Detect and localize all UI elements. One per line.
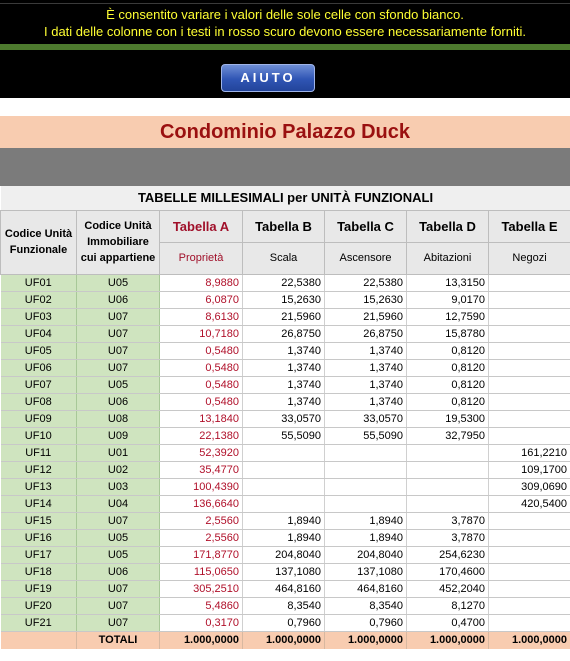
tabella-b-cell[interactable]: 1,8940 — [243, 512, 325, 529]
tabella-a-cell[interactable]: 0,5480 — [160, 359, 243, 376]
table-row — [1, 308, 570, 325]
spacer-row — [0, 98, 570, 116]
tabella-a-cell[interactable]: 0,5480 — [160, 342, 243, 359]
tabella-a-cell[interactable]: 35,4770 — [160, 461, 243, 478]
tabella-b-cell[interactable] — [243, 461, 325, 478]
tabella-e-cell[interactable] — [489, 563, 570, 580]
tabella-a-cell[interactable]: 10,7180 — [160, 325, 243, 342]
table-row — [1, 529, 570, 546]
tabella-c-cell[interactable]: 137,1080 — [325, 563, 407, 580]
tabella-e-cell[interactable] — [489, 546, 570, 563]
tabella-d-cell[interactable]: 12,7590 — [407, 308, 489, 325]
header-tabella-a: Tabella A — [160, 210, 243, 242]
subheader-tabella-e: Negozi — [489, 242, 570, 274]
page-title: Condominio Palazzo Duck — [0, 116, 570, 148]
unit-code-cell: UF12 — [1, 461, 77, 478]
tabella-e-cell[interactable]: 109,1700 — [489, 461, 570, 478]
property-code-cell: U08 — [77, 410, 160, 427]
property-code-cell: U07 — [77, 308, 160, 325]
tabella-a-cell[interactable]: 115,0650 — [160, 563, 243, 580]
unit-code-cell: UF15 — [1, 512, 77, 529]
property-code-cell: U05 — [77, 546, 160, 563]
unit-code-cell: UF09 — [1, 410, 77, 427]
property-code-cell: U05 — [77, 376, 160, 393]
tabella-d-cell[interactable]: 0,8120 — [407, 393, 489, 410]
tabella-c-cell[interactable]: 1,8940 — [325, 529, 407, 546]
tabella-d-cell[interactable]: 3,7870 — [407, 512, 489, 529]
subheader-tabella-c: Ascensore — [325, 242, 407, 274]
tabella-d-cell[interactable]: 452,2040 — [407, 580, 489, 597]
tabella-a-cell[interactable]: 8,9880 — [160, 274, 243, 291]
spreadsheet-gridlines — [0, 0, 570, 4]
tabella-d-cell[interactable] — [407, 444, 489, 461]
table-row — [1, 512, 570, 529]
tabella-c-cell[interactable]: 22,5380 — [325, 274, 407, 291]
tabella-c-cell[interactable] — [325, 478, 407, 495]
tabella-e-cell[interactable] — [489, 427, 570, 444]
subheader-tabella-b: Scala — [243, 242, 325, 274]
table-body — [1, 274, 570, 631]
table-row — [1, 597, 570, 614]
totals-empty — [1, 631, 77, 649]
table-row — [1, 614, 570, 631]
tabella-e-cell[interactable] — [489, 580, 570, 597]
table-row — [1, 478, 570, 495]
tabella-c-cell[interactable]: 204,8040 — [325, 546, 407, 563]
totals-label: TOTALI — [77, 631, 160, 649]
table-row — [1, 461, 570, 478]
unit-code-cell: UF21 — [1, 614, 77, 631]
total-tabella-b: 1.000,0000 — [243, 631, 325, 649]
unit-code-cell: UF18 — [1, 563, 77, 580]
tabella-b-cell[interactable] — [243, 444, 325, 461]
tabella-c-cell[interactable] — [325, 495, 407, 512]
tabella-b-cell[interactable] — [243, 478, 325, 495]
table-row — [1, 580, 570, 597]
tabella-e-cell[interactable] — [489, 359, 570, 376]
totals-row — [1, 631, 570, 649]
table-row — [1, 546, 570, 563]
tabella-c-cell[interactable] — [325, 444, 407, 461]
unit-code-cell: UF16 — [1, 529, 77, 546]
unit-code-cell: UF13 — [1, 478, 77, 495]
tabella-b-cell[interactable] — [243, 495, 325, 512]
tabella-b-cell[interactable]: 1,3740 — [243, 359, 325, 376]
tabella-c-cell[interactable]: 1,3740 — [325, 359, 407, 376]
unit-code-cell: UF14 — [1, 495, 77, 512]
tabella-c-cell[interactable]: 1,8940 — [325, 512, 407, 529]
tabella-b-cell[interactable]: 464,8160 — [243, 580, 325, 597]
tabella-d-cell[interactable]: 9,0170 — [407, 291, 489, 308]
tabella-a-cell[interactable]: 13,1840 — [160, 410, 243, 427]
tabella-a-cell[interactable]: 0,5480 — [160, 376, 243, 393]
tabella-b-cell[interactable]: 204,8040 — [243, 546, 325, 563]
table-row — [1, 376, 570, 393]
property-code-cell: U09 — [77, 427, 160, 444]
tabella-d-cell[interactable]: 0,4700 — [407, 614, 489, 631]
tabella-a-cell[interactable]: 6,0870 — [160, 291, 243, 308]
tabella-c-cell[interactable]: 21,5960 — [325, 308, 407, 325]
tabella-b-cell[interactable]: 26,8750 — [243, 325, 325, 342]
table-row — [1, 274, 570, 291]
subheader-tabella-a: Proprietà — [160, 242, 243, 274]
table-row — [1, 291, 570, 308]
tabella-b-cell[interactable]: 137,1080 — [243, 563, 325, 580]
property-code-cell: U01 — [77, 444, 160, 461]
table-row — [1, 410, 570, 427]
tabella-e-cell[interactable] — [489, 393, 570, 410]
tabella-d-cell[interactable]: 170,4600 — [407, 563, 489, 580]
tabella-c-cell[interactable]: 1,3740 — [325, 376, 407, 393]
property-code-cell: U05 — [77, 529, 160, 546]
tabella-c-cell[interactable]: 0,7960 — [325, 614, 407, 631]
notice-line-1: È consentito variare i valori delle sole celle con sfondo bianco. — [106, 7, 464, 22]
table-caption: TABELLE MILLESIMALI per UNITÀ FUNZIONALI — [1, 186, 570, 210]
unit-code-cell: UF06 — [1, 359, 77, 376]
property-code-cell: U07 — [77, 359, 160, 376]
tabella-d-cell[interactable]: 0,8120 — [407, 342, 489, 359]
tabella-c-cell[interactable]: 15,2630 — [325, 291, 407, 308]
property-code-cell: U07 — [77, 614, 160, 631]
tabella-e-cell[interactable] — [489, 342, 570, 359]
tabella-b-cell[interactable]: 1,3740 — [243, 393, 325, 410]
tabella-d-cell[interactable]: 13,3150 — [407, 274, 489, 291]
tabella-a-cell[interactable]: 5,4860 — [160, 597, 243, 614]
property-code-cell: U07 — [77, 512, 160, 529]
property-code-cell: U06 — [77, 563, 160, 580]
tabella-d-cell[interactable]: 0,8120 — [407, 359, 489, 376]
tabella-e-cell[interactable] — [489, 512, 570, 529]
tabella-c-cell[interactable]: 1,3740 — [325, 393, 407, 410]
property-code-cell: U07 — [77, 342, 160, 359]
tabella-d-cell[interactable]: 8,1270 — [407, 597, 489, 614]
header-tabella-d: Tabella D — [407, 210, 489, 242]
tabella-d-cell[interactable]: 15,8780 — [407, 325, 489, 342]
property-code-cell: U06 — [77, 393, 160, 410]
tabella-b-cell[interactable]: 15,2630 — [243, 291, 325, 308]
tabella-e-cell[interactable] — [489, 291, 570, 308]
table-row — [1, 393, 570, 410]
property-code-cell: U03 — [77, 478, 160, 495]
tabella-c-cell[interactable]: 55,5090 — [325, 427, 407, 444]
tabella-b-cell[interactable]: 1,8940 — [243, 529, 325, 546]
tabella-d-cell[interactable]: 0,8120 — [407, 376, 489, 393]
property-code-cell: U07 — [77, 597, 160, 614]
tabella-e-cell[interactable] — [489, 410, 570, 427]
notice-line-2: I dati delle colonne con i testi in rosso scuro devono essere necessariamente forniti. — [44, 24, 526, 39]
tabella-d-cell[interactable]: 19,5300 — [407, 410, 489, 427]
table-row — [1, 427, 570, 444]
unit-code-cell: UF19 — [1, 580, 77, 597]
tabella-e-cell[interactable]: 309,0690 — [489, 478, 570, 495]
tabella-e-cell[interactable] — [489, 325, 570, 342]
tabella-d-cell[interactable] — [407, 478, 489, 495]
unit-code-cell: UF10 — [1, 427, 77, 444]
tabella-e-cell[interactable] — [489, 308, 570, 325]
tabella-c-cell[interactable] — [325, 461, 407, 478]
property-code-cell: U06 — [77, 291, 160, 308]
tabella-a-cell[interactable]: 22,1380 — [160, 427, 243, 444]
tabella-a-cell[interactable]: 0,5480 — [160, 393, 243, 410]
total-tabella-c: 1.000,0000 — [325, 631, 407, 649]
millesimal-table — [0, 186, 570, 649]
tabella-c-cell[interactable]: 26,8750 — [325, 325, 407, 342]
tabella-d-cell[interactable]: 254,6230 — [407, 546, 489, 563]
unit-code-cell: UF07 — [1, 376, 77, 393]
tabella-e-cell[interactable] — [489, 614, 570, 631]
unit-code-cell: UF05 — [1, 342, 77, 359]
tabella-a-cell[interactable]: 136,6640 — [160, 495, 243, 512]
tabella-e-cell[interactable]: 420,5400 — [489, 495, 570, 512]
tabella-a-cell[interactable]: 100,4390 — [160, 478, 243, 495]
table-row — [1, 563, 570, 580]
tabella-b-cell[interactable]: 1,3740 — [243, 376, 325, 393]
tabella-a-cell[interactable]: 171,8770 — [160, 546, 243, 563]
property-code-cell: U05 — [77, 274, 160, 291]
header-tabella-c: Tabella C — [325, 210, 407, 242]
unit-code-cell: UF20 — [1, 597, 77, 614]
tabella-b-cell[interactable]: 0,7960 — [243, 614, 325, 631]
tabella-c-cell[interactable]: 33,0570 — [325, 410, 407, 427]
tabella-c-cell[interactable]: 464,8160 — [325, 580, 407, 597]
header-unit-code: Codice Unità Funzionale — [1, 210, 77, 274]
tabella-b-cell[interactable]: 22,5380 — [243, 274, 325, 291]
tabella-a-cell[interactable]: 305,2510 — [160, 580, 243, 597]
table-row — [1, 359, 570, 376]
table-row — [1, 342, 570, 359]
total-tabella-d: 1.000,0000 — [407, 631, 489, 649]
tabella-d-cell[interactable] — [407, 495, 489, 512]
tabella-a-cell[interactable]: 2,5560 — [160, 512, 243, 529]
tabella-a-cell[interactable]: 52,3920 — [160, 444, 243, 461]
tabella-e-cell[interactable] — [489, 597, 570, 614]
property-code-cell: U02 — [77, 461, 160, 478]
header-tabella-e: Tabella E — [489, 210, 570, 242]
tabella-d-cell[interactable] — [407, 461, 489, 478]
tabella-b-cell[interactable]: 8,3540 — [243, 597, 325, 614]
table-row — [1, 444, 570, 461]
header-tabella-b: Tabella B — [243, 210, 325, 242]
subheader-tabella-d: Abitazioni — [407, 242, 489, 274]
unit-code-cell: UF02 — [1, 291, 77, 308]
table-row — [1, 325, 570, 342]
notice-banner — [0, 0, 570, 44]
unit-code-cell: UF17 — [1, 546, 77, 563]
tabella-d-cell[interactable]: 3,7870 — [407, 529, 489, 546]
millesimal-table-container — [0, 186, 570, 649]
unit-code-cell: UF08 — [1, 393, 77, 410]
tabella-c-cell[interactable]: 8,3540 — [325, 597, 407, 614]
property-code-cell: U07 — [77, 580, 160, 597]
unit-code-cell: UF03 — [1, 308, 77, 325]
tabella-c-cell[interactable]: 1,3740 — [325, 342, 407, 359]
gray-separator — [0, 148, 570, 186]
tabella-a-cell[interactable]: 2,5560 — [160, 529, 243, 546]
tabella-b-cell[interactable]: 1,3740 — [243, 342, 325, 359]
tabella-e-cell[interactable] — [489, 274, 570, 291]
tabella-e-cell[interactable]: 161,2210 — [489, 444, 570, 461]
tabella-b-cell[interactable]: 55,5090 — [243, 427, 325, 444]
tabella-a-cell[interactable]: 8,6130 — [160, 308, 243, 325]
tabella-e-cell[interactable] — [489, 529, 570, 546]
help-button[interactable]: AIUTO — [221, 64, 315, 92]
tabella-a-cell[interactable]: 0,3170 — [160, 614, 243, 631]
total-tabella-a: 1.000,0000 — [160, 631, 243, 649]
header-property-code: Codice Unità Immobiliare cui appartiene — [77, 210, 160, 274]
tabella-b-cell[interactable]: 33,0570 — [243, 410, 325, 427]
tabella-b-cell[interactable]: 21,5960 — [243, 308, 325, 325]
unit-code-cell: UF01 — [1, 274, 77, 291]
tabella-e-cell[interactable] — [489, 376, 570, 393]
tabella-d-cell[interactable]: 32,7950 — [407, 427, 489, 444]
unit-code-cell: UF04 — [1, 325, 77, 342]
unit-code-cell: UF11 — [1, 444, 77, 461]
table-row — [1, 495, 570, 512]
total-tabella-e: 1.000,0000 — [489, 631, 570, 649]
property-code-cell: U04 — [77, 495, 160, 512]
property-code-cell: U07 — [77, 325, 160, 342]
